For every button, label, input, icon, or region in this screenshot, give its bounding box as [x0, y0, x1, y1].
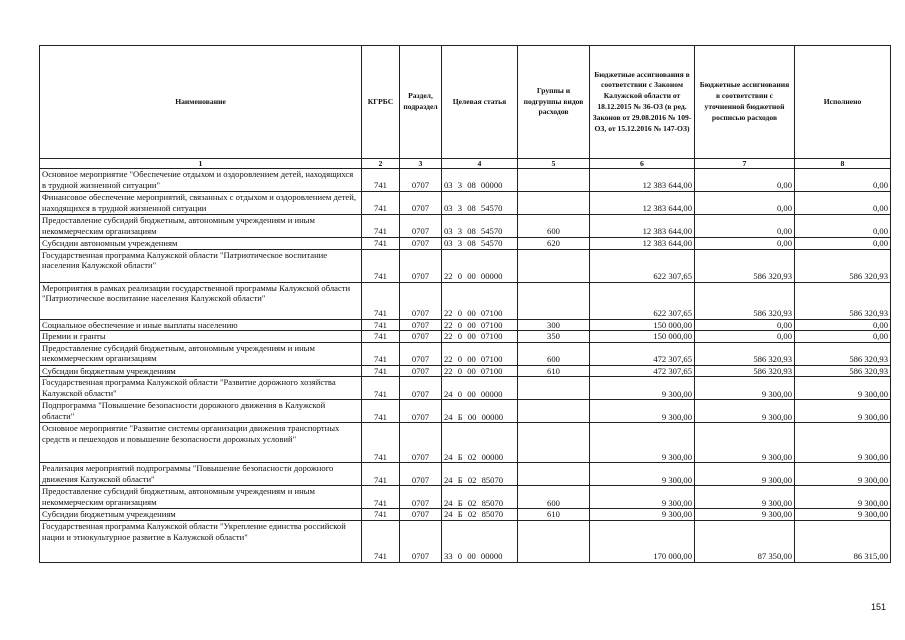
row-name: Основное мероприятие "Обеспечение отдыхом и оздоровлением детей, находящихся в трудной жизненной ситуации" — [40, 169, 362, 192]
row-expense-group — [518, 377, 590, 400]
column-number: 3 — [400, 159, 442, 169]
row-razdel: 0707 — [400, 377, 442, 400]
row-target-article: 03 3 08 54570 — [442, 192, 518, 215]
column-number: 6 — [590, 159, 695, 169]
col-header-executed: Исполнено — [795, 46, 891, 159]
row-razdel: 0707 — [400, 463, 442, 486]
row-kgrbs: 741 — [362, 486, 400, 509]
row-kgrbs: 741 — [362, 365, 400, 377]
table-row — [40, 342, 891, 365]
row-assign-roster: 9 300,00 — [695, 423, 795, 463]
row-kgrbs: 741 — [362, 169, 400, 192]
row-kgrbs: 741 — [362, 377, 400, 400]
column-number: 1 — [40, 159, 362, 169]
column-number: 5 — [518, 159, 590, 169]
row-razdel: 0707 — [400, 238, 442, 250]
row-target-article: 24 Б 02 85070 — [442, 509, 518, 521]
row-expense-group: 610 — [518, 365, 590, 377]
row-executed: 9 300,00 — [795, 463, 891, 486]
table-row — [40, 249, 891, 282]
row-target-article: 33 0 00 00000 — [442, 520, 518, 562]
table-row — [40, 400, 891, 423]
row-target-article: 22 0 00 07100 — [442, 282, 518, 319]
table-row — [40, 463, 891, 486]
row-kgrbs: 741 — [362, 342, 400, 365]
row-name: Мероприятия в рамках реализации государственной программы Калужской области "Патриотическое воспитание населения Калужской области" — [40, 282, 362, 319]
row-razdel: 0707 — [400, 282, 442, 319]
col-header-kgrbs: КГРБС — [362, 46, 400, 159]
row-expense-group: 600 — [518, 215, 590, 238]
column-number: 4 — [442, 159, 518, 169]
row-kgrbs: 741 — [362, 400, 400, 423]
row-name: Премии и гранты — [40, 331, 362, 343]
row-executed: 0,00 — [795, 238, 891, 250]
row-expense-group: 350 — [518, 331, 590, 343]
row-executed: 586 320,93 — [795, 282, 891, 319]
row-assign-law: 9 300,00 — [590, 423, 695, 463]
page-number: 151 — [871, 602, 887, 612]
row-assign-law: 622 307,65 — [590, 249, 695, 282]
row-kgrbs: 741 — [362, 282, 400, 319]
row-assign-law: 12 383 644,00 — [590, 169, 695, 192]
row-expense-group — [518, 249, 590, 282]
row-expense-group — [518, 169, 590, 192]
row-target-article: 22 0 00 07100 — [442, 319, 518, 331]
row-executed: 0,00 — [795, 169, 891, 192]
row-name: Предоставление субсидий бюджетным, автономным учреждениям и иным некоммерческим организациям — [40, 215, 362, 238]
row-name: Государственная программа Калужской области "Патриотическое воспитание населения Калужской области" — [40, 249, 362, 282]
row-kgrbs: 741 — [362, 319, 400, 331]
row-razdel: 0707 — [400, 215, 442, 238]
row-assign-roster: 87 350,00 — [695, 520, 795, 562]
row-executed: 9 300,00 — [795, 400, 891, 423]
row-name: Субсидии автономным учреждениям — [40, 238, 362, 250]
row-target-article: 03 3 08 54570 — [442, 238, 518, 250]
row-assign-roster: 0,00 — [695, 192, 795, 215]
row-razdel: 0707 — [400, 400, 442, 423]
column-number: 7 — [695, 159, 795, 169]
col-header-expense-groups: Группы и подгруппы видов расходов — [518, 46, 590, 159]
row-razdel: 0707 — [400, 423, 442, 463]
row-name: Подпрограмма "Повышение безопасности дорожного движения в Калужской области" — [40, 400, 362, 423]
table-row — [40, 192, 891, 215]
table-row — [40, 238, 891, 250]
table-row — [40, 520, 891, 562]
row-razdel: 0707 — [400, 249, 442, 282]
row-name: Финансовое обеспечение мероприятий, связанных с отдыхом и оздоровлением детей, находящихся в трудной жизненной ситуации — [40, 192, 362, 215]
row-name: Субсидии бюджетным учреждениям — [40, 365, 362, 377]
row-expense-group — [518, 282, 590, 319]
row-assign-law: 9 300,00 — [590, 400, 695, 423]
row-assign-roster: 0,00 — [695, 331, 795, 343]
row-name: Основное мероприятие "Развитие системы организации движения транспортных средств и пешеходов и повышение безопасности дорожных условий" — [40, 423, 362, 463]
row-assign-law: 150 000,00 — [590, 331, 695, 343]
row-target-article: 22 0 00 07100 — [442, 365, 518, 377]
row-executed: 586 320,93 — [795, 249, 891, 282]
col-header-target-article: Целевая статья — [442, 46, 518, 159]
row-name: Субсидии бюджетным учреждениям — [40, 509, 362, 521]
row-executed: 586 320,93 — [795, 342, 891, 365]
row-assign-law: 12 383 644,00 — [590, 215, 695, 238]
row-kgrbs: 741 — [362, 520, 400, 562]
row-expense-group — [518, 423, 590, 463]
row-assign-roster: 586 320,93 — [695, 282, 795, 319]
row-expense-group — [518, 400, 590, 423]
row-target-article: 22 0 00 00000 — [442, 249, 518, 282]
row-target-article: 22 0 00 07100 — [442, 342, 518, 365]
row-target-article: 24 0 00 00000 — [442, 377, 518, 400]
row-executed: 9 300,00 — [795, 423, 891, 463]
row-assign-law: 12 383 644,00 — [590, 238, 695, 250]
table-row — [40, 282, 891, 319]
row-expense-group: 600 — [518, 486, 590, 509]
row-target-article: 24 Б 02 85070 — [442, 486, 518, 509]
row-name: Реализация мероприятий подпрограммы "Повышение безопасности дорожного движения Калужской области" — [40, 463, 362, 486]
row-name: Предоставление субсидий бюджетным, автономным учреждениям и иным некоммерческим организациям — [40, 342, 362, 365]
row-assign-roster: 9 300,00 — [695, 400, 795, 423]
row-expense-group: 300 — [518, 319, 590, 331]
row-name: Социальное обеспечение и иные выплаты населению — [40, 319, 362, 331]
row-target-article: 22 0 00 07100 — [442, 331, 518, 343]
row-assign-roster: 9 300,00 — [695, 377, 795, 400]
row-assign-roster: 9 300,00 — [695, 486, 795, 509]
table-row — [40, 423, 891, 463]
row-razdel: 0707 — [400, 486, 442, 509]
table-body — [40, 169, 891, 563]
row-razdel: 0707 — [400, 342, 442, 365]
row-expense-group: 600 — [518, 342, 590, 365]
row-executed: 0,00 — [795, 319, 891, 331]
row-assign-roster: 9 300,00 — [695, 509, 795, 521]
row-assign-roster: 586 320,93 — [695, 342, 795, 365]
row-kgrbs: 741 — [362, 215, 400, 238]
col-header-razdel: Раздел, подраздел — [400, 46, 442, 159]
row-razdel: 0707 — [400, 331, 442, 343]
row-assign-law: 170 000,00 — [590, 520, 695, 562]
budget-table — [39, 45, 891, 563]
row-assign-roster: 0,00 — [695, 319, 795, 331]
col-header-assign-law: Бюджетные ассигнования в соответствии с Законом Калужской области от 18.12.2015 № 36-ОЗ (в ред. Законов от 29.08.2016 № 109-ОЗ, от 15.12.2016 № 147-ОЗ) — [590, 46, 695, 159]
column-number: 8 — [795, 159, 891, 169]
table-row — [40, 509, 891, 521]
row-name: Государственная программа Калужской области "Развитие дорожного хозяйства Калужской области" — [40, 377, 362, 400]
row-assign-roster: 0,00 — [695, 238, 795, 250]
row-assign-law: 9 300,00 — [590, 486, 695, 509]
row-target-article: 03 3 08 00000 — [442, 169, 518, 192]
table-row — [40, 169, 891, 192]
table-row — [40, 319, 891, 331]
row-executed: 9 300,00 — [795, 486, 891, 509]
row-target-article: 03 3 08 54570 — [442, 215, 518, 238]
header-row — [40, 46, 891, 159]
row-razdel: 0707 — [400, 365, 442, 377]
row-expense-group — [518, 520, 590, 562]
row-executed: 0,00 — [795, 331, 891, 343]
row-assign-law: 150 000,00 — [590, 319, 695, 331]
table-row — [40, 365, 891, 377]
row-executed: 0,00 — [795, 215, 891, 238]
row-assign-roster: 0,00 — [695, 169, 795, 192]
row-executed: 86 315,00 — [795, 520, 891, 562]
row-assign-roster: 586 320,93 — [695, 365, 795, 377]
row-assign-roster: 0,00 — [695, 215, 795, 238]
column-number-row — [40, 159, 891, 169]
table-row — [40, 486, 891, 509]
row-kgrbs: 741 — [362, 423, 400, 463]
row-assign-law: 472 307,65 — [590, 342, 695, 365]
row-executed: 0,00 — [795, 192, 891, 215]
row-razdel: 0707 — [400, 169, 442, 192]
row-kgrbs: 741 — [362, 331, 400, 343]
row-name: Государственная программа Калужской области "Укрепление единства российской нации и этнокультурное развитие в Калужской области" — [40, 520, 362, 562]
row-executed: 9 300,00 — [795, 377, 891, 400]
row-expense-group — [518, 192, 590, 215]
row-name: Предоставление субсидий бюджетным, автономным учреждениям и иным некоммерческим организациям — [40, 486, 362, 509]
row-assign-roster: 9 300,00 — [695, 463, 795, 486]
row-kgrbs: 741 — [362, 192, 400, 215]
row-assign-law: 622 307,65 — [590, 282, 695, 319]
row-executed: 586 320,93 — [795, 365, 891, 377]
row-assign-law: 12 383 644,00 — [590, 192, 695, 215]
column-number: 2 — [362, 159, 400, 169]
row-assign-law: 472 307,65 — [590, 365, 695, 377]
row-expense-group: 610 — [518, 509, 590, 521]
row-executed: 9 300,00 — [795, 509, 891, 521]
row-kgrbs: 741 — [362, 509, 400, 521]
table-row — [40, 331, 891, 343]
row-razdel: 0707 — [400, 192, 442, 215]
row-assign-law: 9 300,00 — [590, 377, 695, 400]
row-assign-law: 9 300,00 — [590, 509, 695, 521]
row-razdel: 0707 — [400, 509, 442, 521]
row-target-article: 24 Б 00 00000 — [442, 400, 518, 423]
row-kgrbs: 741 — [362, 238, 400, 250]
row-razdel: 0707 — [400, 520, 442, 562]
row-razdel: 0707 — [400, 319, 442, 331]
row-target-article: 24 Б 02 00000 — [442, 423, 518, 463]
row-assign-roster: 586 320,93 — [695, 249, 795, 282]
row-assign-law: 9 300,00 — [590, 463, 695, 486]
table-row — [40, 215, 891, 238]
table-row — [40, 377, 891, 400]
row-kgrbs: 741 — [362, 463, 400, 486]
row-kgrbs: 741 — [362, 249, 400, 282]
row-expense-group: 620 — [518, 238, 590, 250]
col-header-assign-roster: Бюджетные ассигнования в соответствии с уточненной бюджетной росписью расходов — [695, 46, 795, 159]
col-header-name: Наименование — [40, 46, 362, 159]
row-target-article: 24 Б 02 85070 — [442, 463, 518, 486]
row-expense-group — [518, 463, 590, 486]
